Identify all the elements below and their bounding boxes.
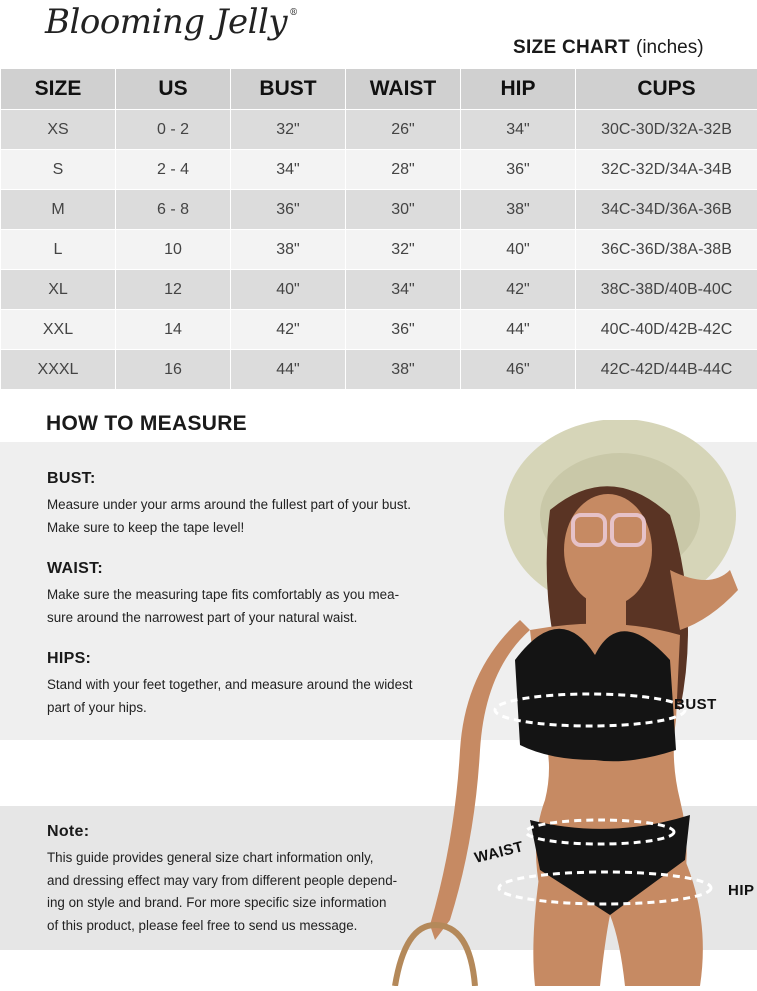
cell-us: 10: [116, 230, 231, 270]
cell-size: XL: [1, 270, 116, 310]
cell-size: S: [1, 150, 116, 190]
size-chart-heading: SIZE CHART: [513, 37, 630, 58]
cell-waist: 38": [346, 350, 461, 390]
waist-line: Make sure the measuring tape fits comfortably as you mea-: [47, 587, 399, 602]
cell-us: 16: [116, 350, 231, 390]
bust-instructions: [47, 470, 427, 539]
note-heading: Note:: [47, 823, 427, 841]
model-illustration: [380, 420, 757, 986]
cell-us: 6 - 8: [116, 190, 231, 230]
table-row: [1, 230, 757, 270]
cell-bust: 42": [231, 310, 346, 350]
table-row: [1, 310, 757, 350]
note-line: and dressing effect may vary from different people depend-: [47, 873, 397, 888]
registered-mark: ®: [289, 8, 298, 18]
cell-bust: 34": [231, 150, 346, 190]
table-header-row: [1, 69, 757, 110]
bust-line: Measure under your arms around the fullest part of your bust.: [47, 497, 411, 512]
cell-waist: 34": [346, 270, 461, 310]
cell-cups: 38C-38D/40B-40C: [576, 270, 757, 310]
brand-name: Blooming Jelly: [45, 2, 287, 42]
size-table: [0, 68, 757, 390]
hips-heading: HIPS:: [47, 650, 427, 668]
header-size: SIZE: [1, 69, 116, 110]
cell-waist: 26": [346, 110, 461, 150]
cell-bust: 44": [231, 350, 346, 390]
hips-line: Stand with your feet together, and measure around the widest: [47, 677, 413, 692]
cell-size: M: [1, 190, 116, 230]
header-bust: BUST: [231, 69, 346, 110]
cell-waist: 28": [346, 150, 461, 190]
bust-line: Make sure to keep the tape level!: [47, 520, 244, 535]
cell-hip: 34": [461, 110, 576, 150]
cell-bust: 36": [231, 190, 346, 230]
table-row: [1, 110, 757, 150]
size-chart-title: [513, 37, 704, 59]
header-waist: WAIST: [346, 69, 461, 110]
cell-cups: 30C-30D/32A-32B: [576, 110, 757, 150]
size-chart-unit: (inches): [636, 37, 704, 58]
cell-size: L: [1, 230, 116, 270]
table-row: [1, 270, 757, 310]
hips-instructions: [47, 650, 427, 719]
cell-bust: 32": [231, 110, 346, 150]
note-text: [47, 847, 427, 937]
cell-us: 12: [116, 270, 231, 310]
table-row: [1, 150, 757, 190]
brand-logo: [45, 2, 298, 42]
hip-label: HIP: [728, 882, 755, 899]
waist-text: [47, 584, 427, 629]
cell-size: XXXL: [1, 350, 116, 390]
note-line: ing on style and brand. For more specific size information: [47, 895, 386, 910]
hips-line: part of your hips.: [47, 700, 147, 715]
waist-label: WAIST: [473, 838, 526, 867]
cell-hip: 36": [461, 150, 576, 190]
cell-waist: 36": [346, 310, 461, 350]
cell-us: 14: [116, 310, 231, 350]
cell-hip: 40": [461, 230, 576, 270]
table-row: [1, 190, 757, 230]
header-cups: CUPS: [576, 69, 757, 110]
cell-hip: 46": [461, 350, 576, 390]
cell-hip: 38": [461, 190, 576, 230]
cell-bust: 38": [231, 230, 346, 270]
face: [564, 494, 652, 606]
cell-cups: 34C-34D/36A-36B: [576, 190, 757, 230]
cell-hip: 44": [461, 310, 576, 350]
bust-text: [47, 494, 427, 539]
bust-label: BUST: [674, 696, 717, 713]
how-to-measure-title: HOW TO MEASURE: [46, 412, 247, 436]
table-row: [1, 350, 757, 390]
cell-cups: 32C-32D/34A-34B: [576, 150, 757, 190]
left-arm: [430, 620, 530, 940]
cell-us: 2 - 4: [116, 150, 231, 190]
cell-bust: 40": [231, 270, 346, 310]
cell-waist: 32": [346, 230, 461, 270]
cell-waist: 30": [346, 190, 461, 230]
cell-size: XXL: [1, 310, 116, 350]
note-block: [47, 823, 427, 937]
cell-size: XS: [1, 110, 116, 150]
hips-text: [47, 674, 427, 719]
cell-cups: 40C-40D/42B-42C: [576, 310, 757, 350]
bust-heading: BUST:: [47, 470, 427, 488]
cell-cups: 36C-36D/38A-38B: [576, 230, 757, 270]
header-us: US: [116, 69, 231, 110]
waist-line: sure around the narrowest part of your natural waist.: [47, 610, 357, 625]
note-line: This guide provides general size chart information only,: [47, 850, 374, 865]
waist-heading: WAIST:: [47, 560, 427, 578]
waist-instructions: [47, 560, 427, 629]
cell-us: 0 - 2: [116, 110, 231, 150]
cell-hip: 42": [461, 270, 576, 310]
note-line: of this product, please feel free to send us message.: [47, 918, 357, 933]
header-hip: HIP: [461, 69, 576, 110]
cell-cups: 42C-42D/44B-44C: [576, 350, 757, 390]
